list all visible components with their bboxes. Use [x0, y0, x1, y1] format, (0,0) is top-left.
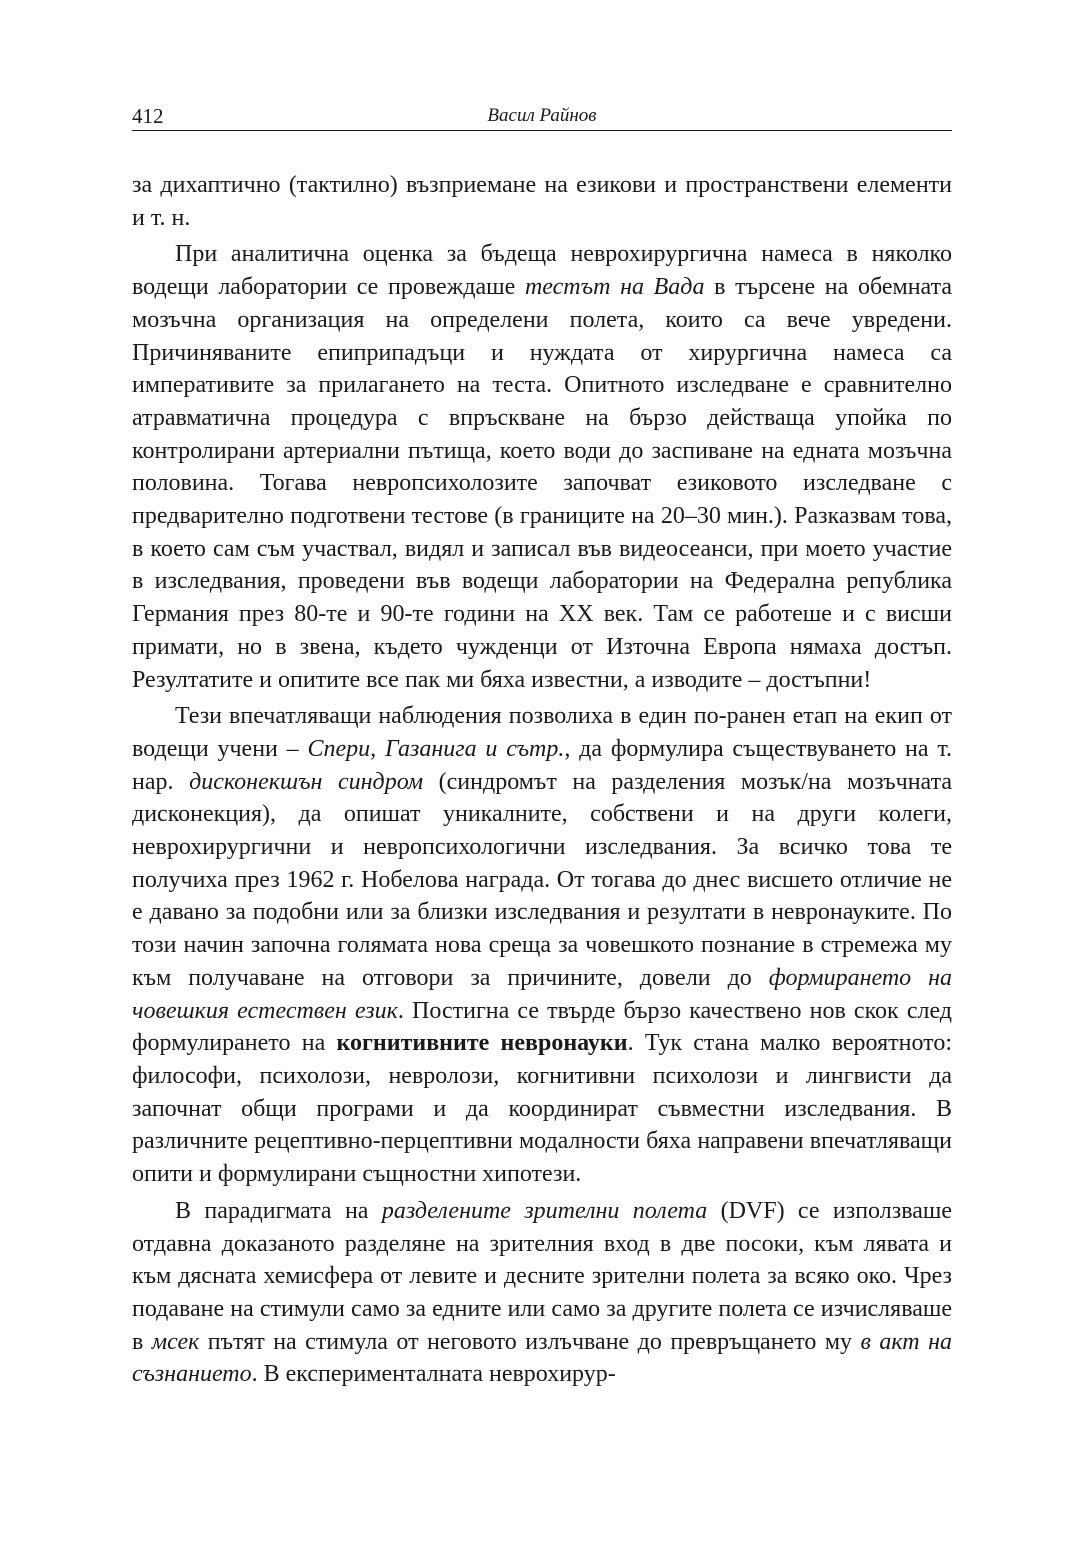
text-run: В парадигмата на	[175, 1197, 382, 1224]
paragraph-1	[132, 169, 952, 234]
paragraph-2	[132, 238, 952, 696]
text-run: в търсене на обемната мозъчна организация на определени полета, които са вече увредени. Причиняваните епиприпадъци и нуждата от хирургична намеса са императивите за прилагането на теста. Опитното изследване е сравнително атравматична процедура с впръскване на бързо действаща упойка по контролирани артериални пътища, което води до заспиване на едната мозъчна половина. Тогава невропсихолозите започват езиковото изследване с предварително подготвени тестове (в границите на 20–30 мин.). Разказвам това, в което сам съм участвал, видял и записал във видеосеанси, при моето участие в изследвания, проведени във водещи лаборатории на Федерална република Германия през 80-те и 90-те години на XX век. Там се работеше и с висши примати, но в звена, където чужденци от Източна Европа нямаха достъп. Резултатите и опитите все пак ми бяха известни, а изводите – достъпни!	[132, 274, 952, 693]
italic-term-wada-test: тестът на Вада	[524, 274, 705, 301]
page-number: 412	[132, 104, 164, 128]
text-run: , да формулира съществуването на т. нар.	[132, 735, 952, 795]
paragraph-3	[132, 700, 952, 1191]
text-run: . Тук стана малко вероятното: философи, психолози, невролози, когнитивни психолози и лингвисти да започнат общи програми и да координират съвместни изследвания. В различните рецептивно-перцептивни модалности бяха направени впечатляващи опити и формулирани същностни хипотези.	[132, 1030, 952, 1188]
italic-term-disconnection-syndrome: дисконекшън синдром	[189, 768, 424, 795]
italic-term-divided-visual-fields: разделените зрителни полета	[381, 1197, 708, 1224]
text-run: (синдромът на разделения мозък/на мозъчната дисконекция), да опишат уникалните, собствени и на други колеги, неврохирургични и невропсихологични изследвания. За всичко това те получиха през 1962 г. Нобелова награда. От тогава до днес висшето отличие не е давано за подобни или за близки изследвания и резултати в невронауките. По този начин започна голямата нова среща за човешкото познание в стремежа му към получаване на отговори за причините, довели до	[132, 768, 952, 991]
text-run: за дихаптично (тактилно) възприемане на езикови и пространствени елементи и т. н.	[132, 172, 952, 231]
body-text	[132, 169, 952, 1391]
italic-term-act-of-consciousness: в акт на съзнанието	[132, 1328, 952, 1388]
running-header	[132, 98, 952, 131]
paragraph-4	[132, 1195, 952, 1391]
text-run: (DVF) се използваше отдавна доказаното разделяне на зрителния вход в две посоки, към лявата и към дясната хемисфера от левите и десните зрителни полета за всяко око. Чрез подаване на стимули само за едните или само за другите полета се изчисляваше в	[132, 1197, 952, 1355]
italic-term-msec: мсек	[151, 1328, 200, 1355]
italic-term-authors: Спери, Газанига и сътр.	[307, 735, 565, 762]
text-run: пътят на стимула от неговото излъчване до превръщането му	[199, 1328, 861, 1355]
text-run: . Постигна се твърде бързо качествено нов скок след формулирането на	[132, 997, 953, 1057]
text-run: Тези впечатляващи наблюдения позволиха в един по-ранен етап на екип от водещи учени –	[132, 703, 952, 762]
running-title-author: Васил Райнов	[487, 105, 597, 126]
text-run: При аналитична оценка за бъдеща неврохирургична намеса в няколко водещи лаборатории се провеждаше	[132, 241, 952, 301]
text-run: . В експерименталната неврохирур-	[251, 1361, 616, 1388]
book-page	[132, 98, 952, 1391]
bold-term-cognitive-neuroscience: когнитивните невронауки	[336, 1030, 628, 1057]
italic-term-natural-language: формирането на човешкия естествен език	[132, 964, 952, 1024]
